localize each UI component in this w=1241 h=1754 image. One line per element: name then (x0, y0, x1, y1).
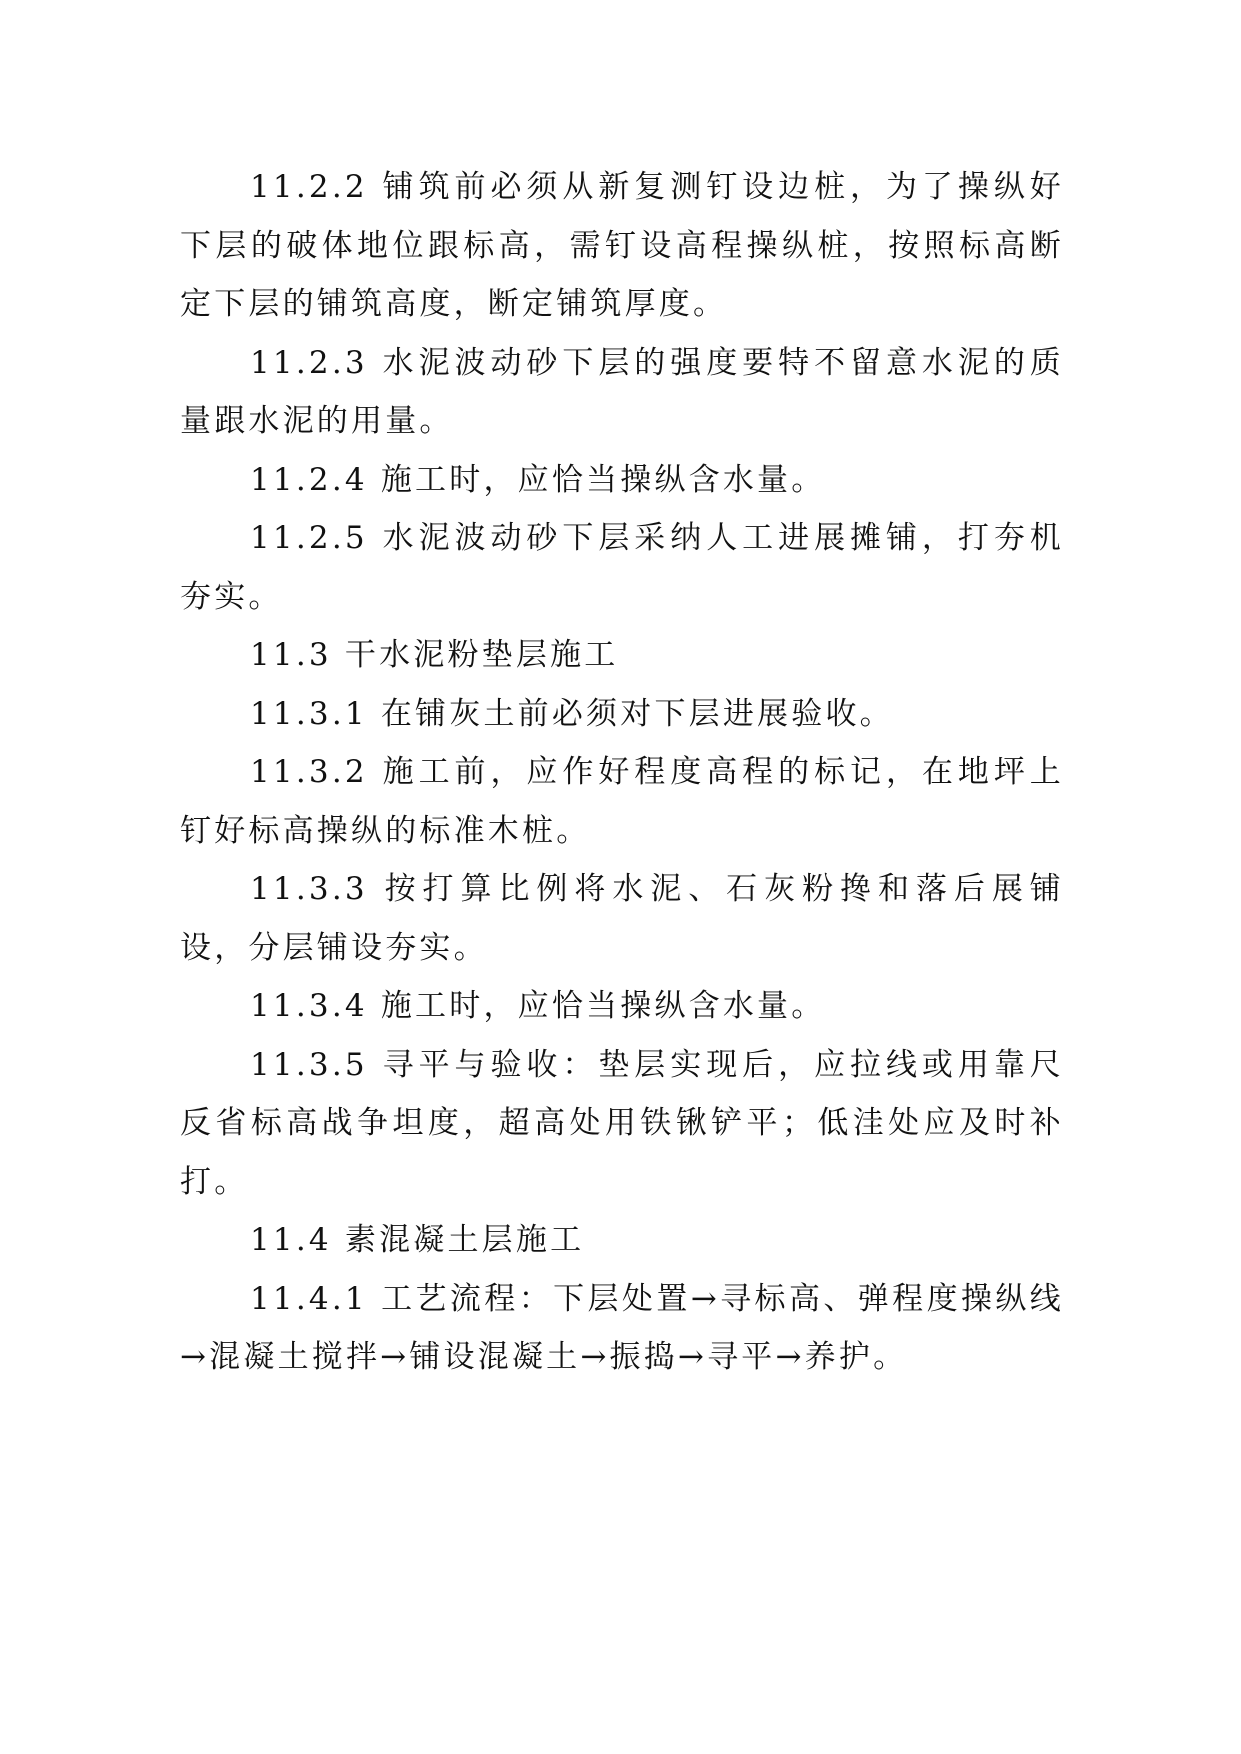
section-heading-11-4: 11.4 素混凝土层施工 (250, 1222, 585, 1258)
paragraph-11-2-2: 11.2.2 铺筑前必须从新复测钉设边桩，为了操纵好下层的破体地位跟标高，需钉设高程操纵桩，按照标高断定下层的铺筑高度，断定铺筑厚度。 (180, 169, 1064, 322)
section-heading-11-3: 11.3 干水泥粉垫层施工 (250, 637, 619, 673)
paragraph-11-3-3: 11.3.3 按打算比例将水泥、石灰粉搀和落后展铺设，分层铺设夯实。 (180, 871, 1064, 966)
document-body (180, 158, 1064, 1387)
paragraph-11-2-4: 11.2.4 施工时，应恰当操纵含水量。 (250, 461, 826, 498)
paragraph-11-4-1: 11.4.1 工艺流程：下层处置→寻标高、弹程度操纵线→混凝土搅拌→铺设混凝土→振捣→寻平→养护。 (180, 1280, 1064, 1375)
paragraph-11-3-2: 11.3.2 施工前，应作好程度高程的标记，在地坪上钉好标高操纵的标准木桩。 (180, 754, 1064, 849)
paragraph-11-2-3: 11.2.3 水泥波动砂下层的强度要特不留意水泥的质量跟水泥的用量。 (180, 344, 1064, 439)
paragraph-11-3-1: 11.3.1 在铺灰土前必须对下层进展验收。 (250, 695, 894, 732)
paragraph-11-3-4: 11.3.4 施工时，应恰当操纵含水量。 (250, 988, 826, 1024)
paragraph-11-2-5: 11.2.5 水泥波动砂下层采纳人工进展摊铺，打夯机夯实。 (180, 520, 1064, 615)
paragraph-11-3-5: 11.3.5 寻平与验收：垫层实现后，应拉线或用靠尺反省标高战争坦度，超高处用铁锹铲平；低洼处应及时补打。 (180, 1046, 1064, 1200)
